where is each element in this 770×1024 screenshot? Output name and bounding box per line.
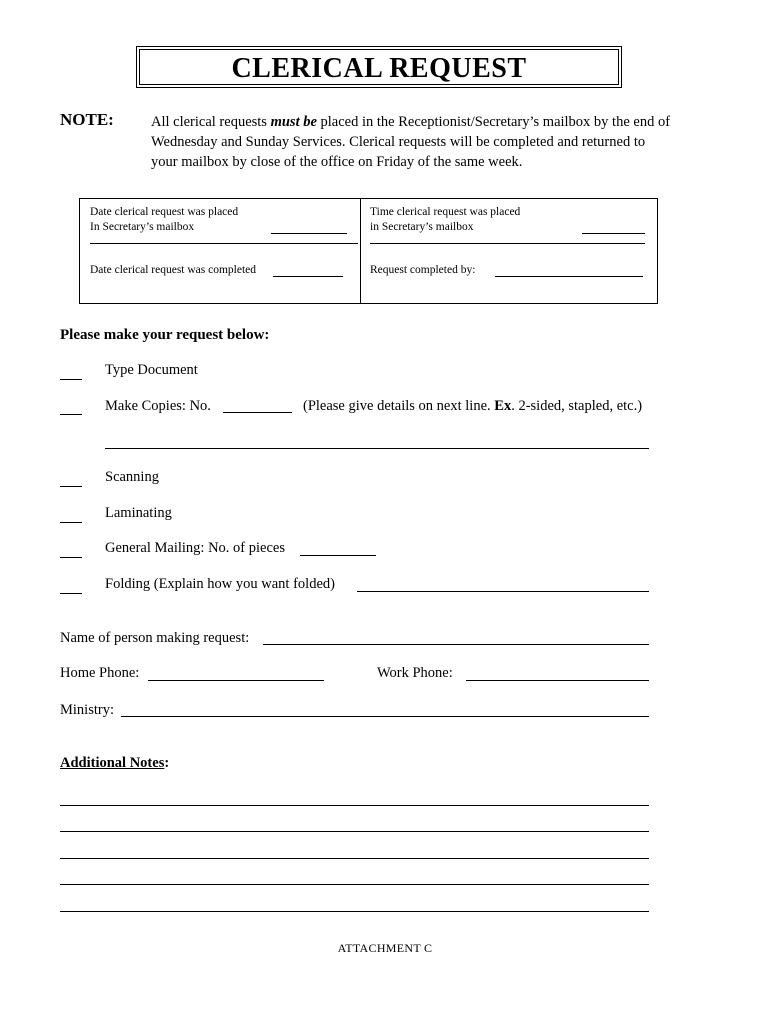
page-title: CLERICAL REQUEST xyxy=(231,53,527,84)
make-copies-label: Make Copies: No. xyxy=(105,398,211,414)
time-placed-line1: Time clerical request was placed xyxy=(370,206,521,218)
note-text xyxy=(151,112,671,172)
copies-hint-prefix: (Please give details on next line. xyxy=(303,398,495,414)
additional-notes-label: Additional Notes xyxy=(60,755,165,771)
requester-name-field[interactable] xyxy=(263,644,649,645)
copies-hint xyxy=(303,398,642,415)
scanning-checkbox[interactable] xyxy=(60,486,82,487)
date-completed-field[interactable] xyxy=(273,276,343,277)
note-text-after: placed in the Receptionist/Secretary’s mailbox by the end of Wednesday and Sunday Services. Clerical requests will be completed and returned to your mailbox by close of the office on Friday of the same week. xyxy=(151,114,671,170)
date-placed-label xyxy=(90,205,238,235)
title-box xyxy=(136,46,622,88)
office-box-divider xyxy=(360,199,361,303)
copies-details-field[interactable] xyxy=(105,448,649,449)
time-placed-field[interactable] xyxy=(582,233,645,234)
time-placed-label xyxy=(370,205,520,235)
laminating-checkbox[interactable] xyxy=(60,522,82,523)
date-placed-field[interactable] xyxy=(271,233,347,234)
laminating-label: Laminating xyxy=(105,505,172,521)
notes-line-1[interactable] xyxy=(60,805,649,806)
scanning-label: Scanning xyxy=(105,469,159,485)
note-emphasis: must be xyxy=(270,114,317,130)
type-document-checkbox[interactable] xyxy=(60,379,82,380)
office-use-box xyxy=(79,198,658,304)
completed-by-field[interactable] xyxy=(495,276,643,277)
date-placed-line1: Date clerical request was placed xyxy=(90,206,239,218)
office-box-rule-right xyxy=(370,243,645,244)
notes-line-2[interactable] xyxy=(60,831,649,832)
type-document-label: Type Document xyxy=(105,362,198,378)
ministry-field[interactable] xyxy=(121,716,649,717)
folding-checkbox[interactable] xyxy=(60,593,82,594)
folding-label: Folding (Explain how you want folded) xyxy=(105,576,335,592)
notes-line-3[interactable] xyxy=(60,858,649,859)
notes-line-4[interactable] xyxy=(60,884,649,885)
footer-attachment: ATTACHMENT C xyxy=(337,941,433,955)
general-mailing-checkbox[interactable] xyxy=(60,557,82,558)
notes-line-5[interactable] xyxy=(60,911,649,912)
work-phone-label: Work Phone: xyxy=(377,665,453,681)
additional-notes-title xyxy=(60,755,169,772)
copies-count-field[interactable] xyxy=(223,412,292,413)
copies-hint-suffix: . 2-sided, stapled, etc.) xyxy=(511,398,643,414)
date-placed-line2: In Secretary’s mailbox xyxy=(90,221,195,233)
requester-name-label: Name of person making request: xyxy=(60,630,250,646)
make-copies-checkbox[interactable] xyxy=(60,414,82,415)
home-phone-label: Home Phone: xyxy=(60,665,140,681)
office-box-rule-left xyxy=(90,243,358,244)
home-phone-field[interactable] xyxy=(148,680,324,681)
time-placed-line2: in Secretary’s mailbox xyxy=(370,221,474,233)
general-mailing-label: General Mailing: No. of pieces xyxy=(105,540,285,556)
ministry-label: Ministry: xyxy=(60,702,114,718)
request-section-title: Please make your request below: xyxy=(60,327,270,343)
date-completed-label: Date clerical request was completed xyxy=(90,264,257,276)
work-phone-field[interactable] xyxy=(466,680,649,681)
mailing-pieces-field[interactable] xyxy=(300,555,376,556)
note-text-before: All clerical requests xyxy=(151,114,271,130)
copies-hint-ex: Ex xyxy=(494,398,512,414)
completed-by-label: Request completed by: xyxy=(370,264,476,276)
additional-notes-colon: : xyxy=(164,755,170,771)
folding-details-field[interactable] xyxy=(357,591,649,592)
note-label: NOTE: xyxy=(60,110,114,129)
